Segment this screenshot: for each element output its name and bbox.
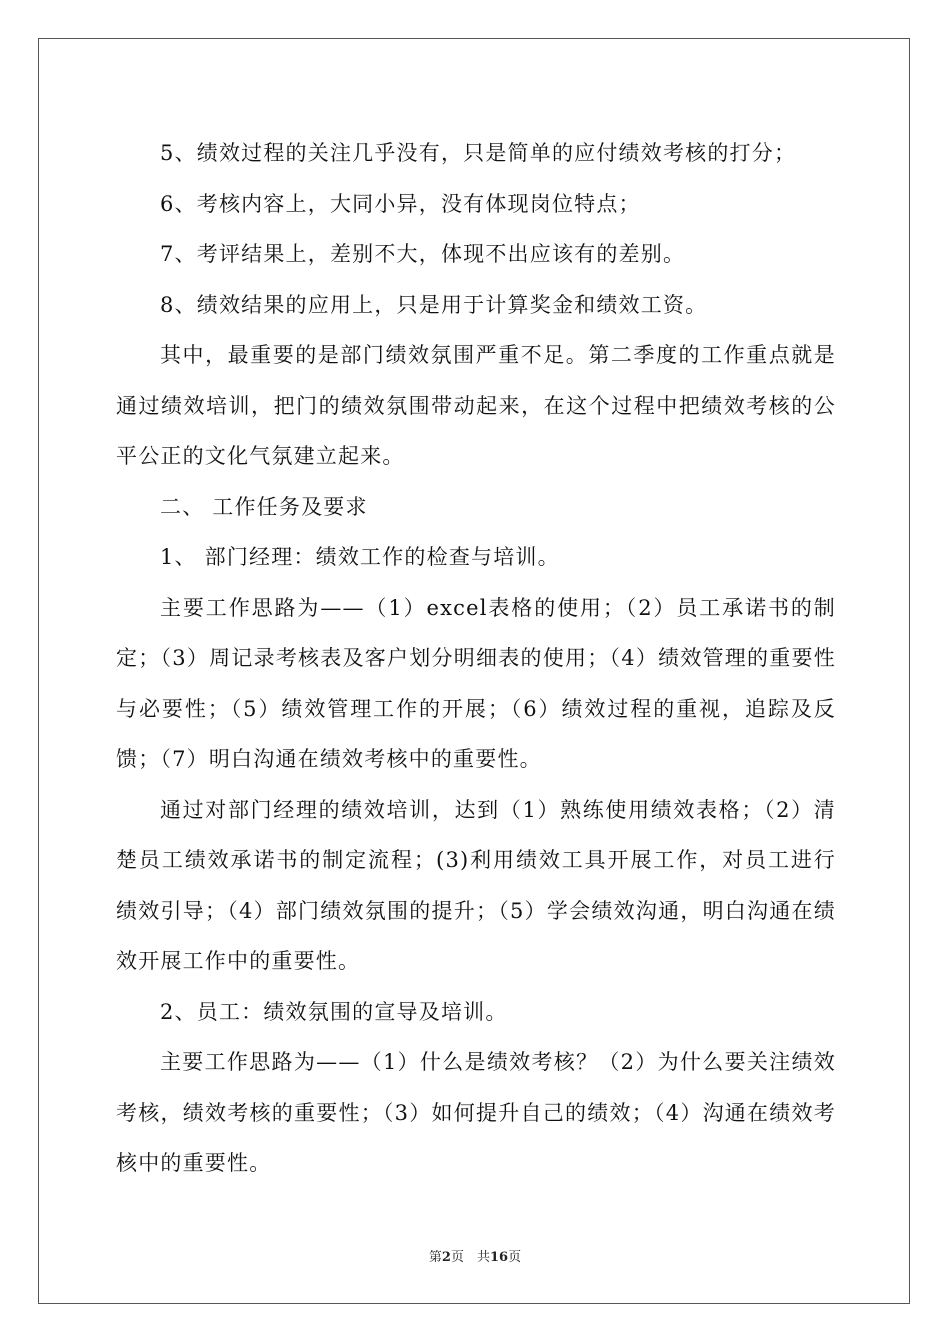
footer-prefix: 第 [428,1250,442,1265]
footer-suffix: 页 [508,1250,522,1265]
page-footer [0,1246,950,1265]
paragraph-item-5: 5、绩效过程的关注几乎没有，只是简单的应付绩效考核的打分； [160,141,797,165]
section-heading-tasks: 二、 工作任务及要求 [160,494,368,519]
document-body [116,128,836,1189]
paragraph-item-8: 8、绩效结果的应用上，只是用于计算奖金和绩效工资。 [160,292,708,317]
subheading-managers: 1、 部门经理：绩效工作的检查与培训。 [160,545,560,569]
footer-page-number: 2 [441,1250,451,1265]
footer-total-pages: 16 [489,1250,509,1265]
paragraph-summary: 其中，最重要的是部门绩效氛围严重不足。第二季度的工作重点就是通过绩效培训，把门的绩效氛围带动起来，在这个过程中把绩效考核的公平公正的文化气氛建立起来。 [116,343,836,468]
paragraph-employee-ideas: 主要工作思路为——（1）什么是绩效考核？（2）为什么要关注绩效考核，绩效考核的重要性；（3）如何提升自己的绩效；（4）沟通在绩效考核中的重要性。 [116,1050,836,1175]
paragraph-manager-ideas: 主要工作思路为——（1）excel表格的使用；（2）员工承诺书的制定；（3）周记录考核表及客户划分明细表的使用；（4）绩效管理的重要性与必要性；（5）绩效管理工作的开展；（6）绩效过程的重视，追踪及反馈；（7）明白沟通在绩效考核中的重要性。 [116,595,836,771]
subheading-employees: 2、员工：绩效氛围的宣导及培训。 [160,999,508,1024]
footer-middle: 页 共 [450,1250,490,1265]
paragraph-manager-goals: 通过对部门经理的绩效培训，达到（1）熟练使用绩效表格；（2）清楚员工绩效承诺书的制定流程；(3)利用绩效工具开展工作，对员工进行绩效引导；（4）部门绩效氛围的提升；（5）学会绩效沟通，明白沟通在绩效开展工作中的重要性。 [116,797,836,973]
paragraph-item-6: 6、考核内容上，大同小异，没有体现岗位特点； [160,191,641,216]
paragraph-item-7: 7、考评结果上，差别不大，体现不出应该有的差别。 [160,242,686,266]
